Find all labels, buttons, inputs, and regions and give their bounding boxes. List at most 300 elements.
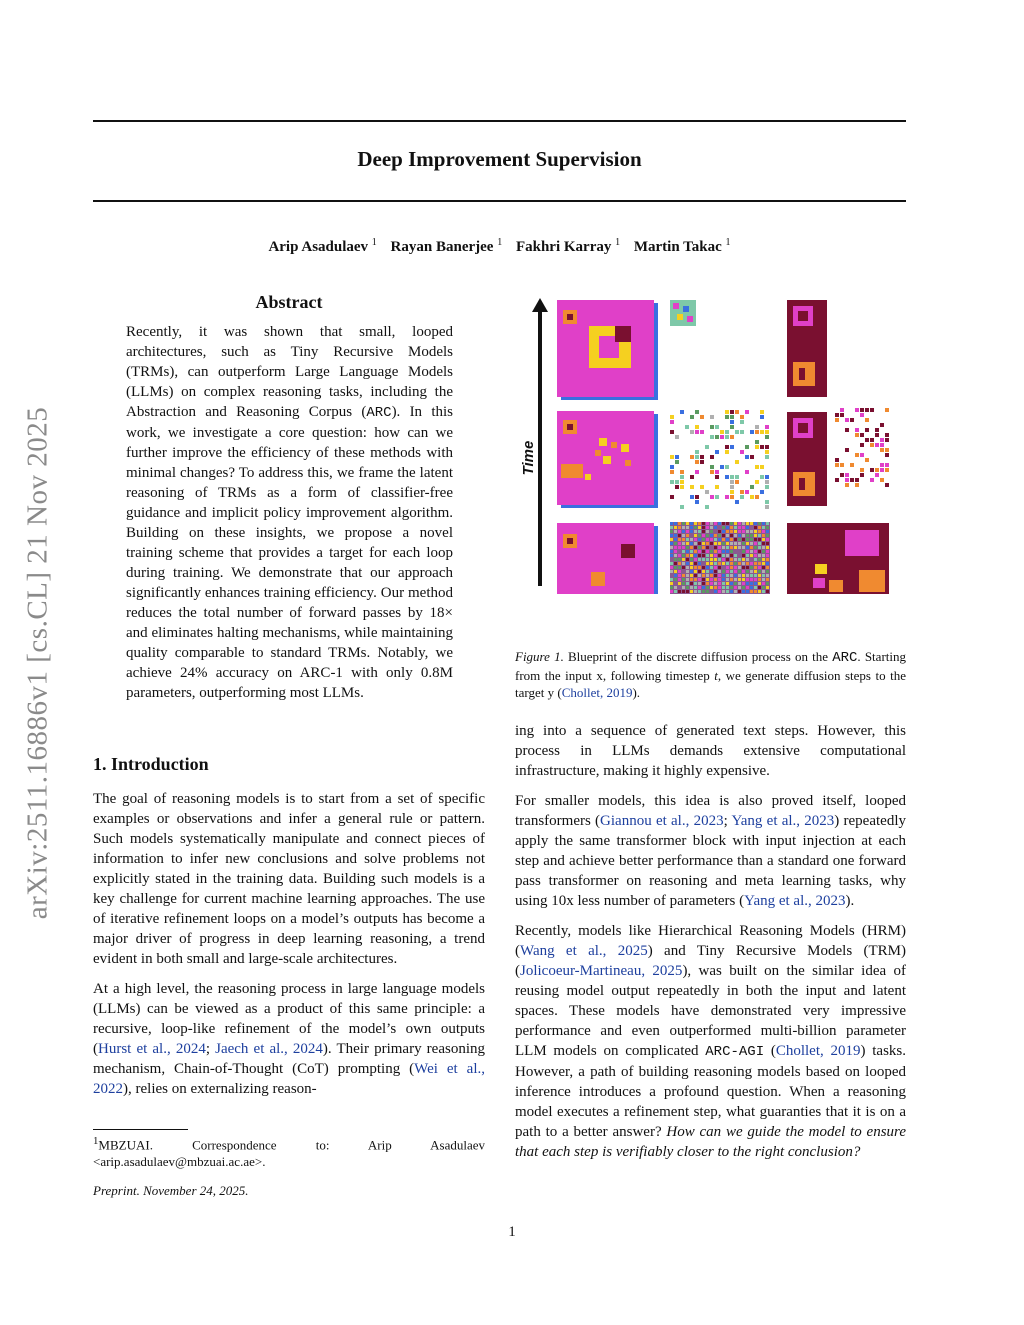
noise-pixel [766,570,769,573]
noise-pixel [730,435,734,439]
noise-pixel [722,582,725,585]
noise-pixel [718,582,721,585]
noise-pixel [742,546,745,549]
noise-pixel [760,415,764,419]
noise-pixel [706,534,709,537]
noise-pixel [670,455,674,459]
noise-pixel [746,574,749,577]
noise-pixel [730,550,733,553]
noise-pixel [746,570,749,573]
abstract-heading: Abstract [255,292,323,312]
noise-pixel [840,408,844,412]
noise-pixel [758,534,761,537]
noise-pixel [746,546,749,549]
noise-pixel [690,415,694,419]
noise-pixel [734,546,737,549]
citation-link[interactable]: Chollet, 2019 [561,685,633,700]
noise-pixel [754,586,757,589]
noise-pixel [715,450,719,454]
noise-pixel [714,550,717,553]
noise-pixel [865,458,869,462]
noise-pixel [682,554,685,557]
noise-pixel [885,453,889,457]
noise-pixel [702,590,705,593]
noise-pixel [718,554,721,557]
citation-link[interactable]: Wei et al., 2022 [93,1061,486,1097]
noise-pixel [722,590,725,593]
noise-pixel [674,526,677,529]
noise-pixel [670,420,674,424]
noise-pixel [730,578,733,581]
noise-pixel [714,538,717,541]
noise-pixel [702,538,705,541]
noise-pixel [762,582,765,585]
noise-pixel [758,582,761,585]
noise-pixel [690,530,693,533]
noise-pixel [670,430,674,434]
noise-pixel [734,558,737,561]
noise-pixel [686,526,689,529]
noise-pixel [766,522,769,525]
noise-pixel [690,430,694,434]
noise-pixel [706,578,709,581]
noise-pixel [738,586,741,589]
noise-pixel [702,586,705,589]
citation-link[interactable]: Jaech et al., 2024 [215,1041,323,1057]
noise-pixel [758,550,761,553]
column-2-small-sample [670,300,696,326]
noise-pixel [670,550,673,553]
noise-pixel [670,566,673,569]
noise-pixel [762,590,765,593]
author-list [93,237,906,256]
right-paragraph-3: Recently, models like Hierarchical Reasoning Models (HRM) (Wang et al., 2025) and Tiny Recursive Models (TRM) (Jolicoeur-Martineau, 2025), was built on the similar idea of reusing model output repeatedly in both the input and latent spaces. These models have demonstrated very impressive performance and even outperformed multi-billion parameter LLM models on complicated ARC-AGI (Chollet, 2019) tasks. However, a path of building reasoning models based on looped inference introduces a profound question. When a reasoning model executes a refinement step, what guaranties that it is on a path to a better answer? How can we guide the model to ensure that each step is verifiably closer to the right conclusion? [515,923,907,1160]
noise-pixel [726,590,729,593]
noise-pixel [706,538,709,541]
noise-pixel [762,566,765,569]
noise-pixel [885,433,889,437]
noise-pixel [718,562,721,565]
noise-pixel [755,495,759,499]
noise-pixel [746,542,749,545]
noise-pixel [694,578,697,581]
noise-pixel [706,558,709,561]
noise-pixel [710,586,713,589]
noise-pixel [670,534,673,537]
noise-pixel [766,558,769,561]
noise-pixel [730,570,733,573]
noise-pixel [694,574,697,577]
noise-pixel [675,485,679,489]
noise-pixel [714,570,717,573]
noise-pixel [682,562,685,565]
intro-paragraph-2: At a high level, the reasoning process in large language models (LLMs) can be viewed as a product of this same principle: a recursive, loop-like refinement of the model’s own outputs (Hurst et al., 2024; Jaech et al., 2024). Their primary reasoning mechanism, Chain-of-Thought (CoT) prompting (Wei et al., 2022), relies on externalizing reason- [93,981,486,1097]
noise-pixel [755,480,759,484]
noise-pixel [674,542,677,545]
noise-pixel [686,582,689,585]
noise-pixel [694,570,697,573]
noise-pixel [675,435,679,439]
noise-pixel [742,538,745,541]
noise-pixel [710,526,713,529]
noise-pixel [670,554,673,557]
noise-pixel [875,473,879,477]
noise-pixel [730,586,733,589]
author: Fakhri Karray $^1$ [515,237,621,255]
noise-pixel [730,526,733,529]
noise-pixel [762,542,765,545]
noise-pixel [734,578,737,581]
noise-pixel [758,530,761,533]
noise-pixel [680,410,684,414]
noise-pixel [754,570,757,573]
noise-pixel [674,574,677,577]
noise-pixel [870,408,874,412]
noise-pixel [855,483,859,487]
noise-pixel [698,530,701,533]
noise-pixel [698,558,701,561]
noise-pixel [694,566,697,569]
noise-pixel [850,478,854,482]
noise-pixel [702,570,705,573]
noise-pixel [674,566,677,569]
noise-pixel [766,542,769,545]
noise-pixel [746,530,749,533]
noise-pixel [840,413,844,417]
noise-pixel [735,500,739,504]
noise-pixel [678,538,681,541]
noise-pixel [730,415,734,419]
noise-pixel [674,546,677,549]
noise-pixel [710,538,713,541]
noise-pixel [686,574,689,577]
noise-pixel [718,578,721,581]
noise-pixel [762,522,765,525]
noise-pixel [706,590,709,593]
noise-pixel [855,478,859,482]
noise-pixel [670,530,673,533]
noise-pixel [765,485,769,489]
citation-link[interactable]: Hurst et al., 2024 [98,1041,206,1057]
noise-pixel [760,430,764,434]
noise-pixel [746,562,749,565]
noise-pixel [715,495,719,499]
noise-pixel [734,590,737,593]
noise-pixel [880,443,884,447]
noise-pixel [730,485,734,489]
noise-pixel [875,428,879,432]
noise-pixel [860,408,864,412]
noise-pixel [710,455,714,459]
noise-pixel [694,534,697,537]
noise-pixel [710,522,713,525]
noise-pixel [710,570,713,573]
noise-pixel [690,570,693,573]
noise-pixel [670,546,673,549]
noise-pixel [730,574,733,577]
noise-pixel [762,558,765,561]
noise-pixel [754,558,757,561]
noise-pixel [766,582,769,585]
noise-pixel [715,435,719,439]
noise-pixel [706,530,709,533]
noise-pixel [690,542,693,545]
noise-pixel [714,578,717,581]
noise-pixel [670,570,673,573]
noise-pixel [722,562,725,565]
noise-pixel [750,546,753,549]
noise-pixel [670,495,674,499]
noise-pixel [722,522,725,525]
noise-pixel [680,475,684,479]
noise-pixel [698,542,701,545]
author: Arip Asadulaev $^1$ [268,237,377,255]
noise-pixel [766,554,769,557]
noise-pixel [730,522,733,525]
noise-pixel [755,465,759,469]
noise-pixel [730,554,733,557]
noise-pixel [695,460,699,464]
noise-pixel [700,460,704,464]
noise-pixel [682,590,685,593]
noise-pixel [738,546,741,549]
noise-pixel [686,542,689,545]
noise-pixel [875,468,879,472]
noise-pixel [690,522,693,525]
noise-pixel [678,530,681,533]
noise-pixel [726,554,729,557]
noise-pixel [730,534,733,537]
noise-pixel [754,522,757,525]
noise-pixel [746,526,749,529]
noise-pixel [706,550,709,553]
noise-pixel [694,542,697,545]
noise-pixel [738,534,741,537]
noise-pixel [702,554,705,557]
noise-pixel [722,554,725,557]
noise-pixel [730,425,734,429]
noise-pixel [860,443,864,447]
noise-pixel [765,500,769,504]
noise-pixel [722,530,725,533]
author: Martin Takac $^1$ [633,237,731,255]
noise-pixel [765,435,769,439]
noise-pixel [738,526,741,529]
noise-pixel [700,430,704,434]
citation-link[interactable]: Chollet, 2019 [775,1043,861,1059]
noise-pixel [885,438,889,442]
noise-pixel [742,534,745,537]
noise-pixel [765,450,769,454]
noise-pixel [750,538,753,541]
noise-pixel [754,526,757,529]
noise-pixel [835,463,839,467]
noise-pixel [750,590,753,593]
noise-pixel [705,490,709,494]
noise-pixel [734,530,737,533]
preprint-note: Preprint. November 24, 2025. [93,1183,249,1198]
noise-pixel [745,445,749,449]
noise-pixel [718,522,721,525]
noise-pixel [725,445,729,449]
noise-pixel [710,465,714,469]
noise-pixel [686,530,689,533]
page-number: 1 [508,1224,516,1240]
noise-pixel [714,542,717,545]
noise-pixel [725,495,729,499]
noise-pixel [714,590,717,593]
noise-pixel [758,542,761,545]
noise-pixel [682,578,685,581]
noise-pixel [670,465,674,469]
noise-pixel [754,578,757,581]
noise-pixel [705,445,709,449]
diffusion-figure [515,296,906,596]
noise-pixel [855,428,859,432]
noise-pixel [680,480,684,484]
title-top-rule [93,120,906,122]
noise-pixel [730,530,733,533]
noise-pixel [694,530,697,533]
noise-pixel [682,558,685,561]
noise-pixel [682,582,685,585]
noise-pixel [880,478,884,482]
noise-pixel [690,526,693,529]
noise-pixel [714,582,717,585]
noise-pixel [680,470,684,474]
noise-pixel [690,558,693,561]
noise-pixel [686,562,689,565]
noise-pixel [730,420,734,424]
noise-pixel [698,582,701,585]
right-column-text [515,721,906,1172]
intro-paragraph-1: The goal of reasoning models is to start from a set of specific examples or observations and infer a general rule or pattern. Such models systematically manipulate and connect pieces of information to infer new conclusions and solve problems not explicitly stated in the training data. Building such models is a key challenge for current machine learning approaches. The use of iterative refinement loops on a model’s outputs has become a major driver of progress in deep learning reasoning, a trend evident in both small and large-scale architectures. [93,791,485,967]
noise-pixel [710,574,713,577]
noise-pixel [702,534,705,537]
noise-pixel [742,586,745,589]
noise-pixel [754,582,757,585]
noise-pixel [730,562,733,565]
noise-pixel [734,574,737,577]
noise-pixel [722,574,725,577]
noise-pixel [695,470,699,474]
noise-pixel [682,522,685,525]
citation-link[interactable]: Giannou et al., 2023 [600,813,724,829]
noise-pixel [714,566,717,569]
noise-pixel [686,550,689,553]
noise-pixel [690,455,694,459]
noise-pixel [750,562,753,565]
noise-pixel [690,562,693,565]
noise-pixel [694,562,697,565]
noise-pixel [746,586,749,589]
noise-pixel [758,538,761,541]
noise-pixel [682,546,685,549]
noise-pixel [686,590,689,593]
noise-pixel [754,542,757,545]
noise-pixel [670,415,674,419]
noise-pixel [855,433,859,437]
noise-pixel [766,578,769,581]
noise-pixel [715,485,719,489]
noise-pixel [734,538,737,541]
noise-pixel [845,478,849,482]
noise-pixel [698,570,701,573]
noise-pixel [766,538,769,541]
noise-pixel [734,542,737,545]
noise-pixel [762,538,765,541]
noise-pixel [746,566,749,569]
noise-pixel [738,538,741,541]
noise-pixel [722,586,725,589]
column-2-noise-panel [670,410,769,509]
noise-pixel [674,570,677,573]
noise-pixel [700,455,704,459]
noise-pixel [718,574,721,577]
noise-pixel [762,526,765,529]
citation-link[interactable]: Yang et al., 2023 [744,893,846,909]
noise-pixel [690,538,693,541]
noise-pixel [706,574,709,577]
noise-pixel [690,550,693,553]
noise-pixel [875,443,879,447]
noise-pixel [746,522,749,525]
noise-pixel [702,582,705,585]
noise-pixel [880,468,884,472]
column-1-panels [557,300,658,594]
noise-pixel [750,495,754,499]
noise-pixel [726,542,729,545]
noise-pixel [760,465,764,469]
noise-pixel [755,445,759,449]
noise-pixel [730,538,733,541]
noise-pixel [740,490,744,494]
noise-pixel [690,495,694,499]
noise-pixel [715,470,719,474]
noise-pixel [710,542,713,545]
noise-pixel [850,463,854,467]
noise-pixel [686,554,689,557]
noise-pixel [735,430,739,434]
noise-pixel [710,470,714,474]
noise-pixel [690,586,693,589]
figure-caption: Figure 1. Blueprint of the discrete diffusion process on the ARC. Starting from the input x, following timestep t, we generate diffusion steps to the target y (Chollet, 2019). [515,649,906,700]
noise-pixel [734,534,737,537]
noise-pixel [678,574,681,577]
noise-pixel [760,410,764,414]
noise-pixel [674,562,677,565]
noise-pixel [750,554,753,557]
noise-pixel [745,410,749,414]
noise-pixel [722,570,725,573]
noise-pixel [706,566,709,569]
noise-pixel [706,562,709,565]
noise-pixel [710,435,714,439]
noise-pixel [740,450,744,454]
noise-pixel [766,546,769,549]
noise-pixel [710,495,714,499]
citation-link[interactable]: Yang et al., 2023 [731,813,835,829]
noise-pixel [738,566,741,569]
noise-pixel [758,558,761,561]
noise-pixel [742,578,745,581]
noise-pixel [855,453,859,457]
citation-link[interactable]: Wang et al., 2025 [520,943,648,959]
noise-pixel [678,570,681,573]
noise-pixel [870,468,874,472]
noise-pixel [695,410,699,414]
citation-link[interactable]: Jolicoeur-Martineau, 2025 [520,963,683,979]
